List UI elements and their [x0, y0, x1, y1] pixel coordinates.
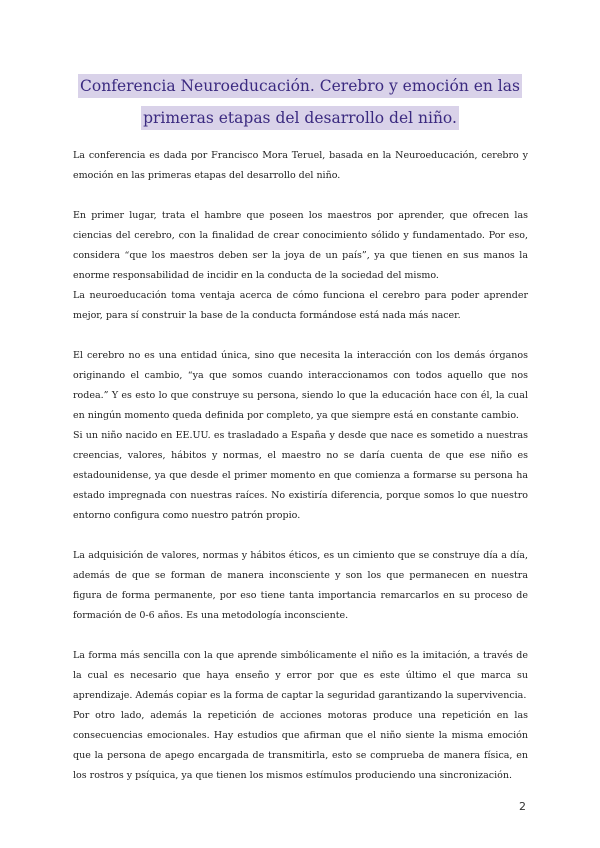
title-line-1: Conferencia Neuroeducación. Cerebro y emoción en las — [78, 74, 522, 98]
paragraph: El cerebro no es una entidad única, sino que necesita la interacción con los demás órganos originando el cambio, “ya que somos cuando interaccionamos con todos aquello que nos rodea.” Y es esto lo que construye su persona, siendo lo que la educación hace con él, la cual en ningún momento queda definida por completo, ya que siempre está en constante cambio. — [73, 350, 528, 421]
title-line-2: primeras etapas del desarrollo del niño. — [141, 106, 459, 130]
paragraph: La conferencia es dada por Francisco Mora Teruel, basada en la Neuroeducación, cerebro y emoción en las primeras etapas del desarrollo del niño. — [73, 150, 528, 181]
page-number: 2 — [519, 800, 526, 813]
paragraph: Si un niño nacido en EE.UU. es trasladado a España y desde que nace es sometido a nuestras creencias, valores, hábitos y normas, el maestro no se daría cuenta de que ese niño es estadounidense, ya que desde el primer momento en que comienza a formarse su persona ha estado impregnada con nuestras raíces. No existiría diferencia, porque somos lo que nuestro entorno configura como nuestro patrón propio. — [73, 430, 528, 521]
paragraph: La adquisición de valores, normas y hábitos éticos, es un cimiento que se construye día a día, además de que se forman de manera inconsciente y son los que permanecen en nuestra figura de forma permanente, por eso tiene tanta importancia remarcarlos en su proceso de formación de 0-6 años. Es una metodología inconsciente. — [73, 550, 528, 621]
paragraph: En primer lugar, trata el hambre que poseen los maestros por aprender, que ofrecen las ciencias del cerebro, con la finalidad de crear conocimiento sólido y fundamentado. Por eso, considera “que los maestros deben ser la joya de un país”, ya que tienen en sus manos la enorme responsabilidad de incidir en la conducta de la sociedad del mismo. — [73, 210, 528, 281]
paragraph: Por otro lado, además la repetición de acciones motoras produce una repetición en las consecuencias emocionales. Hay estudios que afirman que el niño siente la misma emoción que la persona de apego encargada de transmitirla, esto se comprueba de manera física, en los rostros y psíquica, ya que tienen los mismos estímulos produciendo una sincronización. — [73, 710, 528, 781]
page-title — [60, 70, 540, 134]
paragraph: La forma más sencilla con la que aprende simbólicamente el niño es la imitación, a través de la cual es necesario que haya enseño y error por que es este último el que marca su aprendizaje. Además copiar es la forma de captar la seguridad garantizando la supervivencia. — [73, 650, 528, 701]
body-text — [73, 146, 528, 786]
paragraph: La neuroeducación toma ventaja acerca de cómo funciona el cerebro para poder aprender mejor, para sí construir la base de la conducta formándose está nada más nacer. — [73, 290, 528, 321]
